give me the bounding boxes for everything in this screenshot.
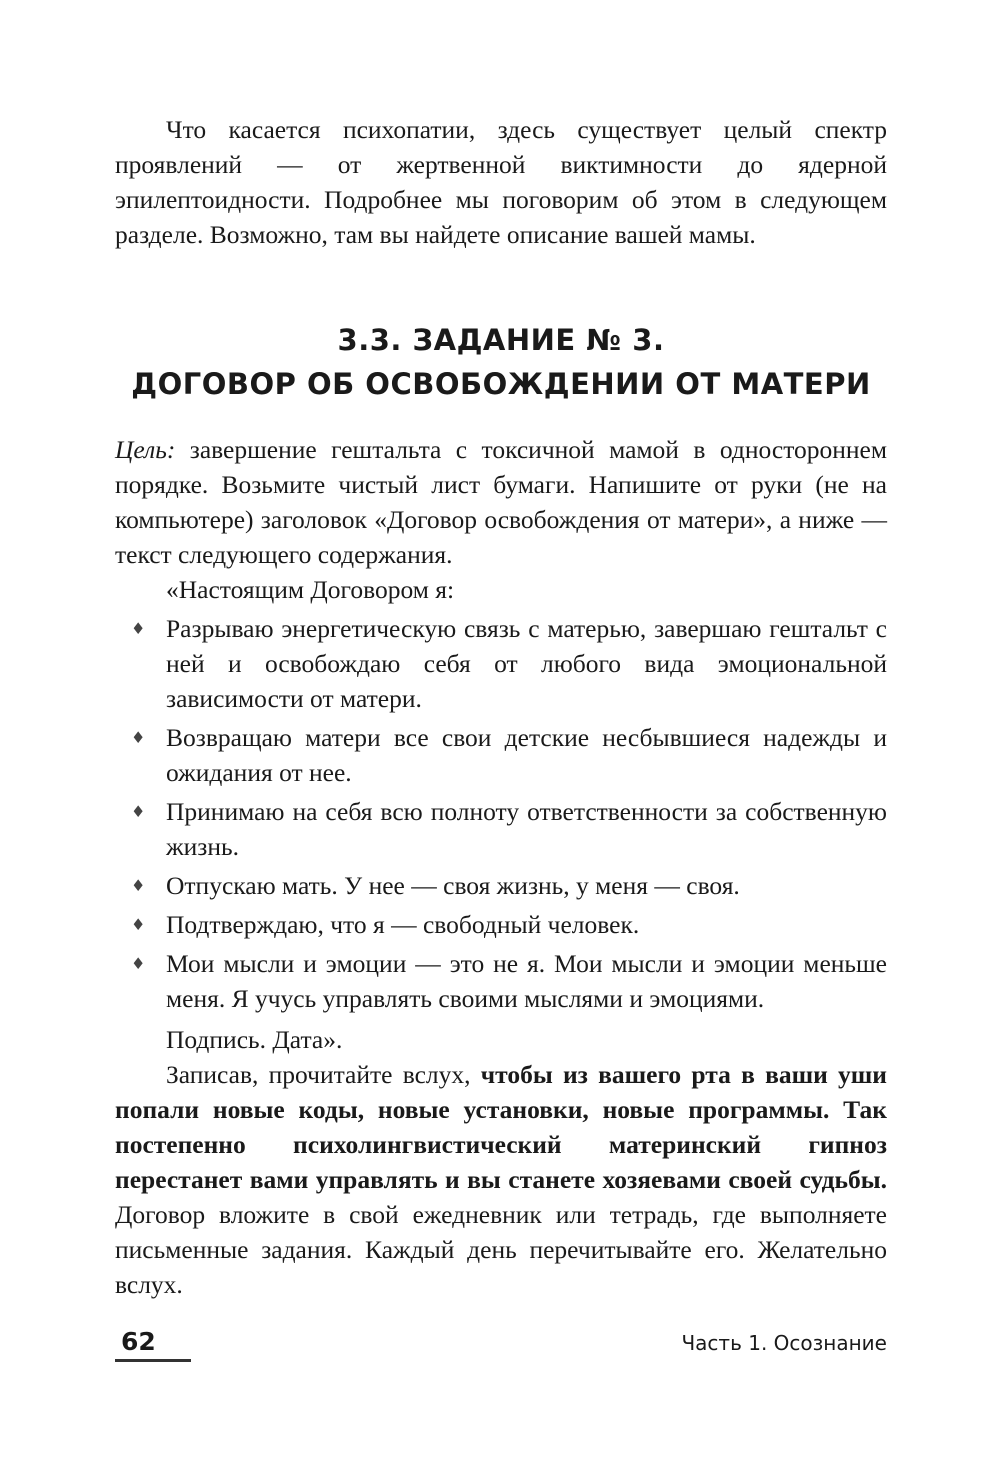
task-body — [115, 432, 887, 1302]
heading-line-2: ДОГОВОР ОБ ОСВОБОЖДЕНИИ ОТ МАТЕРИ — [131, 367, 871, 401]
intro-paragraph: Что касается психопатии, здесь существует целый спектр проявлений — от жертвенной виктимности до ядерной эпилептоидности. Подробнее мы поговорим об этом в следующем разделе. Возможно, там вы найдете описание вашей мамы. — [115, 115, 887, 249]
list-item — [115, 794, 887, 864]
closing-tail: Договор вложите в свой ежедневник или тетрадь, где выполняете письменные задания. Каждый день перечитывайте его. Желательно вслух. — [115, 1200, 887, 1299]
diamond-bullet-icon: ♦ — [131, 802, 146, 821]
goal-label: Цель: — [115, 435, 176, 464]
diamond-bullet-icon: ♦ — [131, 876, 146, 895]
running-footer: Часть 1. Осознание — [681, 1331, 887, 1355]
contract-intro: «Настоящим Договором я: — [166, 575, 455, 604]
list-item-text: Принимаю на себя всю полноту ответственности за собственную жизнь. — [166, 797, 887, 861]
list-item — [115, 611, 887, 716]
list-item-text: Разрываю энергетическую связь с матерью, завершаю гештальт с ней и освобождаю себя от любого вида эмоциональной зависимости от матери. — [166, 614, 887, 713]
intro-section — [115, 112, 887, 252]
diamond-bullet-icon: ♦ — [131, 728, 146, 747]
list-item — [115, 720, 887, 790]
list-item-text: Возвращаю матери все свои детские несбывшиеся надежды и ожидания от нее. — [166, 723, 887, 787]
closing-paragraph — [115, 1057, 887, 1302]
list-item — [115, 907, 887, 942]
closing-bold: чтобы из вашего рта в ваши уши попали новые коды, новые установки, новые программы. Так постепенно психолингвистический материнский гипноз перестанет вами управлять и вы станете хозяевами своей судьбы. — [115, 1060, 888, 1194]
contract-list — [115, 611, 887, 1016]
page-number: 62 — [115, 1325, 191, 1362]
goal-text: завершение гештальта с токсичной мамой в одностороннем порядке. Возьмите чистый лист бумаги. Напишите от руки (не на компьютере) заголовок «Договор освобождения от матери», а ниже — текст следующего содержания. — [115, 435, 887, 569]
list-item-text: Подтверждаю, что я — свободный человек. — [166, 910, 640, 939]
list-item-text: Мои мысли и эмоции — это не я. Мои мысли и эмоции меньше меня. Я учусь управлять своими мыслями и эмоциями. — [166, 949, 887, 1013]
list-item-text: Отпускаю мать. У нее — своя жизнь, у меня — своя. — [166, 871, 740, 900]
goal-paragraph — [115, 432, 887, 572]
heading-line-1: 3.3. ЗАДАНИЕ № 3. — [337, 323, 665, 357]
list-item — [115, 946, 887, 1016]
section-heading — [115, 318, 887, 406]
diamond-bullet-icon: ♦ — [131, 619, 146, 638]
closing-lead: Записав, прочитайте вслух, — [166, 1060, 481, 1089]
list-item — [115, 868, 887, 903]
diamond-bullet-icon: ♦ — [131, 915, 146, 934]
signature-line: Подпись. Дата». — [166, 1025, 343, 1054]
diamond-bullet-icon: ♦ — [131, 954, 146, 973]
